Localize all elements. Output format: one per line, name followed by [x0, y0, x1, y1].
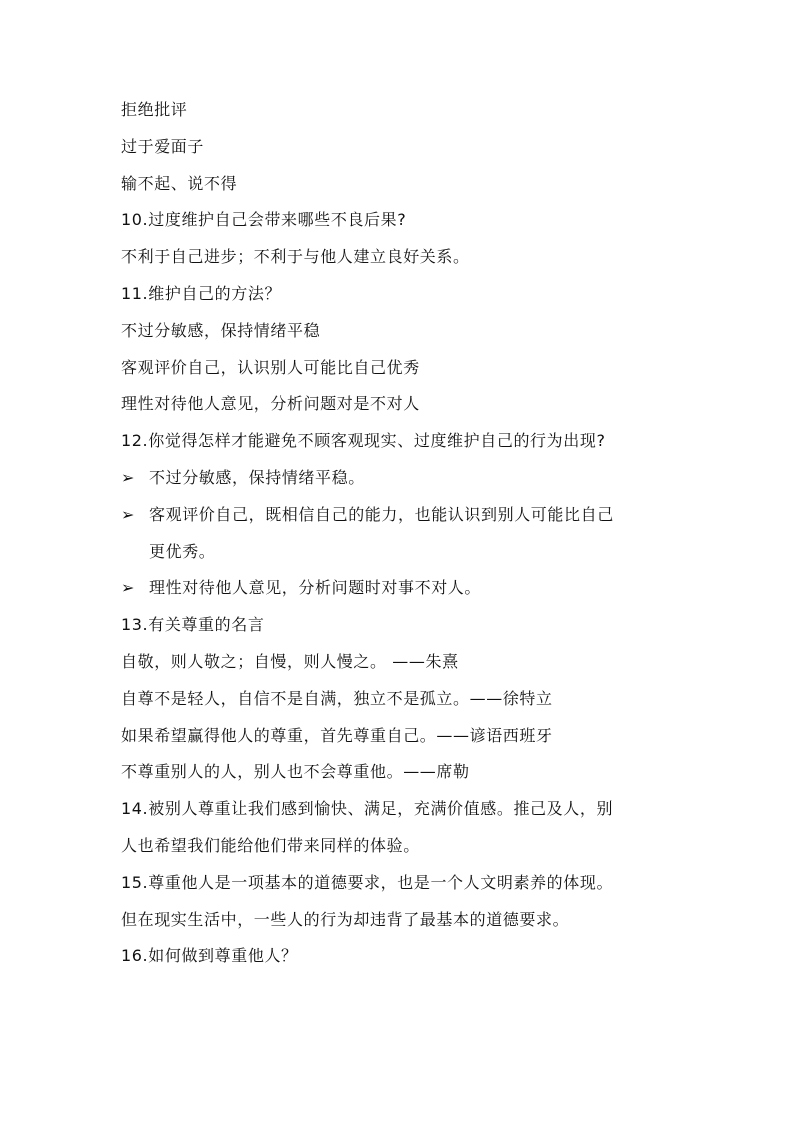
quote-line: 自尊不是轻人，自信不是自满，独立不是孤立。——徐特立: [121, 688, 553, 708]
text-line: 不过分敏感，保持情绪平稳: [121, 320, 321, 340]
question-heading: 13.有关尊重的名言: [121, 615, 265, 635]
text-line: 不利于自己进步；不利于与他人建立良好关系。: [121, 247, 470, 267]
text-line: 过于爱面子: [121, 136, 205, 156]
question-heading: 11.维护自己的方法？: [121, 283, 282, 303]
bullet-item: [121, 570, 681, 607]
quote-line: 不尊重别人的人，别人也不会尊重他。——席勒: [121, 762, 470, 782]
bullet-text: 理性对待他人意见，分析问题时对事不对人。: [149, 578, 482, 598]
question-heading: 14.被别人尊重让我们感到愉快、满足，充满价值感。推己及人，别: [121, 799, 614, 819]
text-line: 理性对待他人意见，分析问题对是不对人: [121, 394, 420, 414]
arrow-bullet-icon: ➢: [121, 578, 136, 598]
bullet-text: 不过分敏感，保持情绪平稳。: [149, 467, 365, 487]
bullet-text-continued: 更优秀。: [149, 541, 216, 561]
text-line: 拒绝批评: [121, 100, 188, 119]
bullet-text: 客观评价自己，既相信自己的能力，也能认识到别人可能比自己: [149, 504, 614, 524]
question-heading: 15.尊重他人是一项基本的道德要求，也是一个人文明素养的体现。: [121, 872, 614, 892]
quote-line: 自敬，则人敬之；自慢，则人慢之。 ——朱熹: [121, 651, 459, 671]
text-line: 客观评价自己，认识别人可能比自己优秀: [121, 357, 420, 377]
text-line: 输不起、说不得: [121, 173, 238, 193]
question-heading: 10.过度维护自己会带来哪些不良后果?: [121, 210, 407, 230]
question-heading: 16.如何做到尊重他人？: [121, 946, 298, 966]
document-body: [121, 92, 681, 975]
arrow-bullet-icon: ➢: [121, 504, 136, 524]
bullet-item: [121, 497, 681, 571]
arrow-bullet-icon: ➢: [121, 467, 136, 487]
bullet-item: [121, 460, 681, 497]
question-heading: 12.你觉得怎样才能避免不顾客观现实、过度维护自己的行为出现?: [121, 431, 606, 451]
text-line: 人也希望我们能给他们带来同样的体验。: [121, 835, 420, 855]
text-line: 但在现实生活中，一些人的行为却违背了最基本的道德要求。: [121, 909, 570, 929]
quote-line: 如果希望赢得他人的尊重，首先尊重自己。——谚语西班牙: [121, 725, 553, 745]
